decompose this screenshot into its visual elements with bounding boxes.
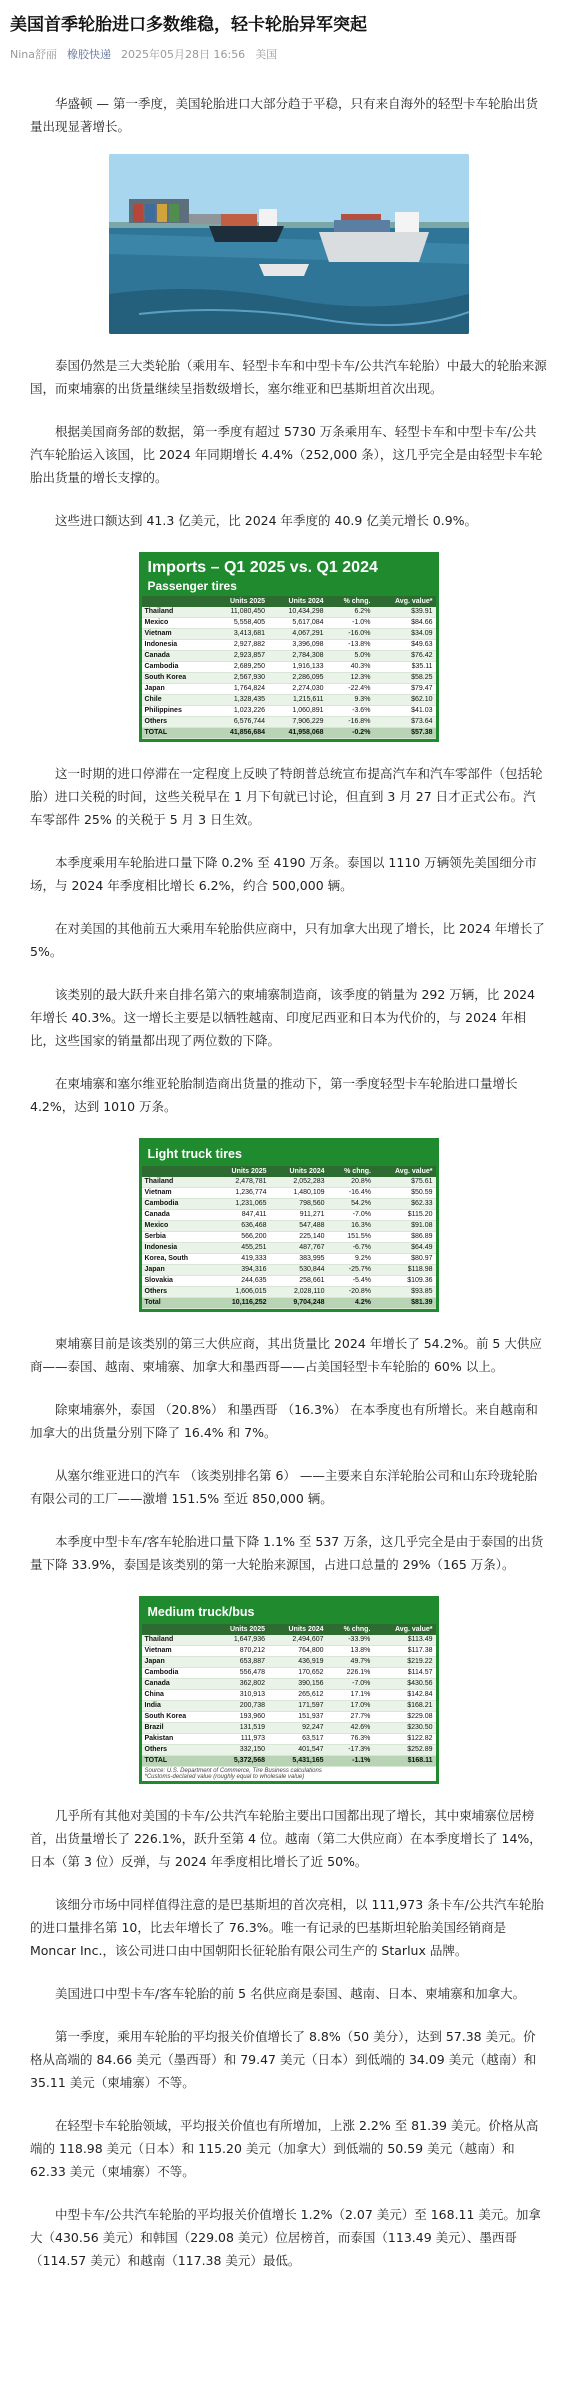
table-cell: 5,372,568: [209, 1756, 268, 1767]
table-cell: -1.0%: [327, 618, 374, 629]
table-cell: 455,251: [212, 1243, 270, 1254]
table-cell: 3,413,681: [209, 629, 268, 640]
table-cell: 764,800: [268, 1646, 327, 1657]
table-cell: 10,434,298: [268, 607, 327, 618]
table-row: [142, 1199, 436, 1210]
table-footnote: Source: U.S. Department of Commerce, Tire Business calculations *Customs-declared value (roughly equal to wholesale value): [144, 1768, 322, 1780]
table-row: [142, 1745, 436, 1756]
table-cell: Pakistan: [142, 1734, 210, 1745]
table-cell: 151,937: [268, 1712, 327, 1723]
table-cell: 226.1%: [327, 1668, 374, 1679]
paragraph: 几乎所有其他对美国的卡车/公共汽车轮胎主要出口国都出现了增长，其中柬埔寨位居榜首，出货量增长了 226.1%，跃升至第 4 位。越南（第二大供应商）在本季度增长了 14%，日本（第 3 位）反弹，与 2024 年季度相比增长了近 50%。: [30, 1808, 542, 1869]
table-row: [142, 1287, 436, 1298]
table-cell: 171,597: [268, 1701, 327, 1712]
table-cell: 2,274,030: [268, 684, 327, 695]
table-cell: $79.47: [373, 684, 435, 695]
table-row: [142, 1265, 436, 1276]
table-cell: Canada: [142, 651, 210, 662]
total-row: [142, 1298, 436, 1309]
table-row: [142, 1221, 436, 1232]
table-cell: 17.1%: [327, 1690, 374, 1701]
table-cell: 1,236,774: [212, 1188, 270, 1199]
table-cell: 1,215,611: [268, 695, 327, 706]
paragraph: 本季度中型卡车/客车轮胎进口量下降 1.1% 至 537 万条，这几乎完全是由于泰国的出货量下降 33.9%，泰国是该类别的第一大轮胎来源国，占进口总量的 29%（165 万条）。: [30, 1534, 544, 1572]
table-cell: South Korea: [142, 1712, 210, 1723]
table-row: [142, 684, 436, 695]
column-header: % chng.: [328, 1166, 374, 1177]
table-cell: TOTAL: [142, 1756, 210, 1767]
medium-truck-bus-table: [139, 1596, 439, 1784]
table-cell: 911,271: [270, 1210, 328, 1221]
table-cell: 390,156: [268, 1679, 327, 1690]
table-cell: $142.84: [373, 1690, 435, 1701]
table-cell: 2,923,857: [209, 651, 268, 662]
table-cell: 5.0%: [327, 651, 374, 662]
table-cell: 13.8%: [327, 1646, 374, 1657]
table-cell: 9.3%: [327, 695, 374, 706]
light-truck-tires-table: [139, 1138, 439, 1312]
table-cell: 2,478,781: [212, 1177, 270, 1188]
table-cell: 332,150: [209, 1745, 268, 1756]
column-header: Units 2025: [212, 1166, 270, 1177]
table-cell: 419,333: [212, 1254, 270, 1265]
table-row: [142, 1188, 436, 1199]
table-row: [142, 618, 436, 629]
table-title: Imports – Q1 2025 vs. Q1 2024: [147, 559, 378, 576]
paragraph: 泰国仍然是三大类轮胎（乘用车、轻型卡车和中型卡车/公共汽车轮胎）中最大的轮胎来源国，而柬埔寨的出货量继续呈指数级增长，塞尔维亚和巴基斯坦首次出现。: [30, 358, 547, 396]
table-cell: $75.61: [374, 1177, 436, 1188]
table-row: [142, 1679, 436, 1690]
table-cell: Others: [142, 1745, 210, 1756]
table-cell: Thailand: [142, 1635, 210, 1646]
table-cell: $91.08: [374, 1221, 436, 1232]
table-row: [142, 629, 436, 640]
table-cell: 566,200: [212, 1232, 270, 1243]
author-name[interactable]: Nina舒丽: [10, 48, 57, 61]
table-cell: 401,547: [268, 1745, 327, 1756]
table-cell: 111,973: [209, 1734, 268, 1745]
column-header: Units 2025: [209, 1624, 268, 1635]
table-cell: 265,612: [268, 1690, 327, 1701]
publish-date: 2025年05月28日 16:56: [121, 48, 246, 61]
table-cell: 1,060,891: [268, 706, 327, 717]
table-row: [142, 662, 436, 673]
table-header: [142, 555, 436, 596]
table-cell: -17.3%: [327, 1745, 374, 1756]
table-cell: Japan: [142, 684, 210, 695]
column-header: Avg. value*: [374, 1166, 436, 1177]
table-cell: 17.0%: [327, 1701, 374, 1712]
column-header: [142, 1624, 210, 1635]
table-cell: 12.3%: [327, 673, 374, 684]
table-cell: $113.49: [373, 1635, 435, 1646]
table-cell: 2,286,095: [268, 673, 327, 684]
table-cell: 10,116,252: [212, 1298, 270, 1309]
table-cell: 16.3%: [328, 1221, 374, 1232]
table-subtitle: Passenger tires: [147, 579, 237, 593]
table-row: [142, 1276, 436, 1287]
paragraph: 从塞尔维亚进口的汽车 （该类别排名第 6） ——主要来自东洋轮胎公司和山东玲珑轮胎有限公司的工厂——激增 151.5% 至近 850,000 辆。: [30, 1468, 538, 1506]
paragraph: 第一季度，乘用车轮胎的平均报关价值增长了 8.8%（50 美分），达到 57.38 美元。价格从高端的 84.66 美元（墨西哥）和 79.47 美元（日本）到低端的 34.09 美元（越南）和 35.11 美元（柬埔寨）不等。: [30, 2029, 537, 2090]
column-header: [142, 596, 210, 607]
table-cell: Korea, South: [142, 1254, 212, 1265]
paragraph: 这一时期的进口停滞在一定程度上反映了特朗普总统宣布提高汽车和汽车零部件（包括轮胎）进口关税的时间，这些关税早在 1 月下旬就已讨论，但直到 3 月 27 日才正式公布。汽车零部件 25% 的关税于 5 月 3 日生效。: [30, 766, 543, 827]
table-cell: $84.66: [373, 618, 435, 629]
table-row: [142, 1254, 436, 1265]
table-subtitle: Light truck tires: [147, 1147, 242, 1161]
table-cell: 487,767: [270, 1243, 328, 1254]
column-header: Units 2024: [268, 1624, 327, 1635]
table-cell: 225,140: [270, 1232, 328, 1243]
column-header: % chng.: [327, 1624, 374, 1635]
table-cell: 4,067,291: [268, 629, 327, 640]
table-cell: $62.10: [373, 695, 435, 706]
table-cell: $64.49: [374, 1243, 436, 1254]
table-cell: Others: [142, 717, 210, 728]
source-link[interactable]: 橡胶快递: [67, 48, 111, 61]
table-cell: $93.85: [374, 1287, 436, 1298]
paragraph: 在轻型卡车轮胎领域，平均报关价值也有所增加，上涨 2.2% 至 81.39 美元。价格从高端的 118.98 美元（日本）和 115.20 美元（加拿大）到低端的 50.59 美元（越南）和 62.33 美元（柬埔寨）不等。: [30, 2118, 539, 2179]
table-cell: Vietnam: [142, 629, 210, 640]
table-cell: 9.2%: [328, 1254, 374, 1265]
table-cell: Philippines: [142, 706, 210, 717]
table-cell: -22.4%: [327, 684, 374, 695]
port-ship-image: [109, 154, 469, 334]
table-row: [142, 1734, 436, 1745]
table-row: [142, 1232, 436, 1243]
table-cell: $168.21: [373, 1701, 435, 1712]
paragraph: 华盛顿 — 第一季度，美国轮胎进口大部分趋于平稳，只有来自海外的轻型卡车轮胎出货量出现显著增长。: [30, 96, 538, 134]
table-cell: 131,519: [209, 1723, 268, 1734]
paragraph: 这些进口额达到 41.3 亿美元，比 2024 年季度的 40.9 亿美元增长 0.9%。: [55, 513, 478, 528]
table-cell: -13.8%: [327, 640, 374, 651]
total-row: [142, 728, 436, 739]
table-cell: 1,480,109: [270, 1188, 328, 1199]
paragraph: 中型卡车/公共汽车轮胎的平均报关价值增长 1.2%（2.07 美元）至 168.11 美元。加拿大（430.56 美元）和韩国（229.08 美元）位居榜首，而泰国（113.49 美元）、墨西哥（114.57 美元）和越南（117.38 美元）最低。: [30, 2207, 541, 2268]
table-cell: 76.3%: [327, 1734, 374, 1745]
table-cell: $58.25: [373, 673, 435, 684]
table-row: [142, 706, 436, 717]
table-row: [142, 1723, 436, 1734]
table-row: [142, 640, 436, 651]
table-cell: -7.0%: [328, 1210, 374, 1221]
table-cell: Serbia: [142, 1232, 212, 1243]
table-cell: -16.0%: [327, 629, 374, 640]
table-row: [142, 607, 436, 618]
table-cell: 2,784,308: [268, 651, 327, 662]
table-cell: 556,478: [209, 1668, 268, 1679]
table-cell: 9,704,248: [270, 1298, 328, 1309]
column-header: Avg. value*: [373, 596, 435, 607]
table-cell: 151.5%: [328, 1232, 374, 1243]
table-cell: 636,468: [212, 1221, 270, 1232]
table-cell: -33.9%: [327, 1635, 374, 1646]
table-cell: 5,558,405: [209, 618, 268, 629]
table-cell: $229.08: [373, 1712, 435, 1723]
table-cell: 870,212: [209, 1646, 268, 1657]
table-row: [142, 1657, 436, 1668]
column-header: Units 2024: [270, 1166, 328, 1177]
paragraph: 该类别的最大跃升来自排名第六的柬埔寨制造商，该季度的销量为 292 万辆，比 2024 年增长 40.3%。这一增长主要是以牺牲越南、印度尼西亚和日本为代价的，与 2024 年相比，这些国家的销量都出现了两位数的下降。: [30, 987, 536, 1048]
paragraph: 在对美国的其他前五大乘用车轮胎供应商中，只有加拿大出现了增长，比 2024 年增长了 5%。: [30, 921, 545, 959]
table-header: [142, 1599, 436, 1624]
table-cell: $86.89: [374, 1232, 436, 1243]
table-cell: 6.2%: [327, 607, 374, 618]
table-cell: 383,995: [270, 1254, 328, 1265]
column-header: % chng.: [327, 596, 374, 607]
data-table: [142, 1624, 436, 1767]
paragraph: 在柬埔寨和塞尔维亚轮胎制造商出货量的推动下，第一季度轻型卡车轮胎进口量增长 4.2%，达到 1010 万条。: [30, 1076, 518, 1114]
table-cell: $122.82: [373, 1734, 435, 1745]
data-table: [142, 1166, 436, 1309]
column-header: Units 2024: [268, 596, 327, 607]
table-cell: 1,647,936: [209, 1635, 268, 1646]
table-cell: $76.42: [373, 651, 435, 662]
table-cell: Canada: [142, 1210, 212, 1221]
table-row: [142, 1701, 436, 1712]
paragraph: 本季度乘用车轮胎进口量下降 0.2% 至 4190 万条。泰国以 1110 万辆领先美国细分市场，与 2024 年季度相比增长 6.2%，约合 500,000 辆。: [30, 855, 537, 893]
table-row: [142, 1635, 436, 1646]
table-cell: 2,494,607: [268, 1635, 327, 1646]
table-cell: $168.11: [373, 1756, 435, 1767]
table-cell: 27.7%: [327, 1712, 374, 1723]
table-cell: 40.3%: [327, 662, 374, 673]
location: 美国: [255, 48, 278, 61]
table-cell: 170,652: [268, 1668, 327, 1679]
table-cell: Cambodia: [142, 1199, 212, 1210]
table-cell: 5,617,084: [268, 618, 327, 629]
table-cell: 394,316: [212, 1265, 270, 1276]
table-cell: $34.09: [373, 629, 435, 640]
table-cell: 193,960: [209, 1712, 268, 1723]
table-cell: 1,231,065: [212, 1199, 270, 1210]
table-cell: 92,247: [268, 1723, 327, 1734]
table-cell: $62.33: [374, 1199, 436, 1210]
table-cell: Japan: [142, 1265, 212, 1276]
table-cell: 7,906,229: [268, 717, 327, 728]
table-cell: $219.22: [373, 1657, 435, 1668]
table-row: [142, 1690, 436, 1701]
table-cell: $252.89: [373, 1745, 435, 1756]
table-row: [142, 1712, 436, 1723]
table-cell: 1,606,015: [212, 1287, 270, 1298]
table-row: [142, 1243, 436, 1254]
table-row: [142, 1668, 436, 1679]
ship-port-icon: [109, 154, 469, 334]
table-cell: 436,919: [268, 1657, 327, 1668]
table-cell: $115.20: [374, 1210, 436, 1221]
table-cell: 530,844: [270, 1265, 328, 1276]
table-cell: -20.8%: [328, 1287, 374, 1298]
table-cell: 2,689,250: [209, 662, 268, 673]
table-cell: $430.56: [373, 1679, 435, 1690]
table-row: [142, 1177, 436, 1188]
table-cell: 1,764,824: [209, 684, 268, 695]
table-cell: 2,927,882: [209, 640, 268, 651]
table-row: [142, 695, 436, 706]
table-cell: 200,738: [209, 1701, 268, 1712]
table-cell: 20.8%: [328, 1177, 374, 1188]
passenger-tires-table: [139, 552, 439, 742]
table-cell: 1,328,435: [209, 695, 268, 706]
table-cell: Indonesia: [142, 1243, 212, 1254]
table-cell: Mexico: [142, 618, 210, 629]
table-cell: $39.91: [373, 607, 435, 618]
table-cell: -25.7%: [328, 1265, 374, 1276]
table-cell: Brazil: [142, 1723, 210, 1734]
table-cell: Vietnam: [142, 1646, 210, 1657]
table-cell: $81.39: [374, 1298, 436, 1309]
table-cell: $114.57: [373, 1668, 435, 1679]
table-cell: $118.98: [374, 1265, 436, 1276]
table-cell: 547,488: [270, 1221, 328, 1232]
table-cell: $41.03: [373, 706, 435, 717]
table-header: [142, 1141, 436, 1166]
table-cell: $80.97: [374, 1254, 436, 1265]
table-cell: $230.50: [373, 1723, 435, 1734]
table-cell: -5.4%: [328, 1276, 374, 1287]
table-row: [142, 717, 436, 728]
table-cell: -16.8%: [327, 717, 374, 728]
table-cell: 244,635: [212, 1276, 270, 1287]
table-cell: Thailand: [142, 607, 210, 618]
column-header: [142, 1166, 212, 1177]
table-cell: India: [142, 1701, 210, 1712]
column-header: Units 2025: [209, 596, 268, 607]
table-cell: 362,802: [209, 1679, 268, 1690]
table-cell: Thailand: [142, 1177, 212, 1188]
table-cell: Indonesia: [142, 640, 210, 651]
table-cell: 41,856,684: [209, 728, 268, 739]
table-cell: 310,913: [209, 1690, 268, 1701]
table-row: [142, 1210, 436, 1221]
table-cell: 63,517: [268, 1734, 327, 1745]
table-cell: $50.59: [374, 1188, 436, 1199]
table-cell: $49.63: [373, 640, 435, 651]
table-cell: -1.1%: [327, 1756, 374, 1767]
table-cell: Others: [142, 1287, 212, 1298]
table-cell: $57.38: [373, 728, 435, 739]
total-row: [142, 1756, 436, 1767]
table-cell: $117.38: [373, 1646, 435, 1657]
data-table: [142, 596, 436, 739]
paragraph: 美国进口中型卡车/客车轮胎的前 5 名供应商是泰国、越南、日本、柬埔寨和加拿大。: [55, 1986, 526, 2001]
table-cell: $109.36: [374, 1276, 436, 1287]
table-row: [142, 1646, 436, 1657]
table-cell: -3.6%: [327, 706, 374, 717]
table-cell: 2,028,110: [270, 1287, 328, 1298]
column-header: Avg. value*: [373, 1624, 435, 1635]
table-row: [142, 651, 436, 662]
table-cell: TOTAL: [142, 728, 210, 739]
table-cell: -7.0%: [327, 1679, 374, 1690]
table-cell: 5,431,165: [268, 1756, 327, 1767]
table-cell: 653,887: [209, 1657, 268, 1668]
paragraph: 除柬埔寨外，泰国 （20.8%） 和墨西哥 （16.3%） 在本季度也有所增长。来自越南和加拿大的出货量分别下降了 16.4% 和 7%。: [30, 1402, 538, 1440]
table-cell: Cambodia: [142, 662, 210, 673]
paragraph: 该细分市场中同样值得注意的是巴基斯坦的首次亮相，以 111,973 条卡车/公共汽车轮胎的进口量排名第 10，比去年增长了 76.3%。唯一有记录的巴基斯坦轮胎美国经销商是 Moncar Inc.，该公司进口由中国朝阳长征轮胎有限公司生产的 Starlux 品牌。: [30, 1897, 544, 1958]
table-cell: Slovakia: [142, 1276, 212, 1287]
table-cell: -16.4%: [328, 1188, 374, 1199]
table-cell: Vietnam: [142, 1188, 212, 1199]
table-cell: South Korea: [142, 673, 210, 684]
table-cell: Total: [142, 1298, 212, 1309]
table-cell: -6.7%: [328, 1243, 374, 1254]
table-row: [142, 673, 436, 684]
table-cell: Japan: [142, 1657, 210, 1668]
paragraph: 根据美国商务部的数据，第一季度有超过 5730 万条乘用车、轻型卡车和中型卡车/公共汽车轮胎运入该国，比 2024 年同期增长 4.4%（252,000 条），这几乎完全是由轻型卡车轮胎出货量的增长支撑的。: [30, 424, 543, 485]
table-cell: Cambodia: [142, 1668, 210, 1679]
table-cell: 6,576,744: [209, 717, 268, 728]
table-cell: 1,023,226: [209, 706, 268, 717]
table-cell: $73.64: [373, 717, 435, 728]
table-cell: 54.2%: [328, 1199, 374, 1210]
table-cell: $35.11: [373, 662, 435, 673]
table-cell: 4.2%: [328, 1298, 374, 1309]
table-cell: 2,567,930: [209, 673, 268, 684]
table-subtitle: Medium truck/bus: [147, 1605, 255, 1619]
table-cell: China: [142, 1690, 210, 1701]
table-cell: 798,560: [270, 1199, 328, 1210]
table-cell: Mexico: [142, 1221, 212, 1232]
article-title: 美国首季轮胎进口多数维稳，轻卡轮胎异军突起: [10, 15, 367, 35]
table-cell: 41,958,068: [268, 728, 327, 739]
table-cell: 49.7%: [327, 1657, 374, 1668]
table-cell: 42.6%: [327, 1723, 374, 1734]
table-cell: 258,661: [270, 1276, 328, 1287]
table-cell: 3,396,098: [268, 640, 327, 651]
table-cell: 1,916,133: [268, 662, 327, 673]
table-cell: 2,052,283: [270, 1177, 328, 1188]
article-meta: [10, 46, 567, 62]
paragraph: 柬埔寨目前是该类别的第三大供应商，其出货量比 2024 年增长了 54.2%。前 5 大供应商——泰国、越南、柬埔寨、加拿大和墨西哥——占美国轻型卡车轮胎的 60% 以上。: [30, 1336, 542, 1374]
table-cell: 847,411: [212, 1210, 270, 1221]
table-cell: -0.2%: [327, 728, 374, 739]
table-cell: Chile: [142, 695, 210, 706]
table-cell: 11,080,450: [209, 607, 268, 618]
table-cell: Canada: [142, 1679, 210, 1690]
